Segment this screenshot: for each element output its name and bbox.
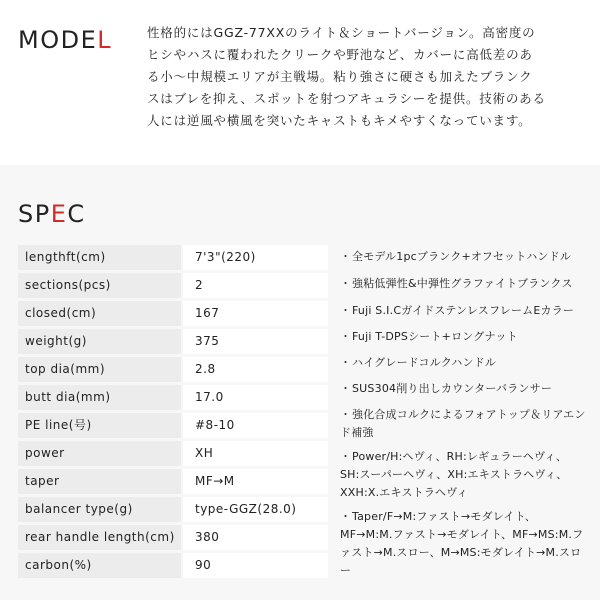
bullet-icon: ・ bbox=[340, 408, 352, 421]
spec-label: rear handle length(cm) bbox=[18, 525, 181, 550]
spec-row-weight bbox=[18, 329, 328, 354]
spec-row-butt-dia bbox=[18, 385, 328, 410]
spec-row-carbon bbox=[18, 553, 328, 578]
spec-label: butt dia(mm) bbox=[18, 385, 181, 410]
spec-value: 380 bbox=[183, 525, 328, 550]
spec-row-top-dia bbox=[18, 357, 328, 382]
spec-value: XH bbox=[183, 441, 328, 466]
spec-label: sections(pcs) bbox=[18, 273, 181, 298]
spec-table bbox=[18, 245, 328, 581]
spec-row-length bbox=[18, 245, 328, 270]
spec-value: type-GGZ(28.0) bbox=[183, 497, 328, 522]
model-description: 性格的にはGGZ-77XXのライト＆ショートバージョン。高密度の ヒシやハスに覆われたクリークや野池など、カバーに高低差のあ る小～中規模エリアが主戦場。粘り強さに硬さも加えたブランク スはブレを抑え、スポットを射つアキュラシーを提供。技術のある 人には逆風や横風を突いたキャストもキメやすくなっています。 bbox=[147, 25, 546, 128]
model-heading-text: MODE bbox=[18, 26, 98, 54]
feature-item bbox=[340, 275, 586, 293]
bullet-icon: ・ bbox=[340, 277, 352, 290]
bullet-icon: ・ bbox=[340, 250, 352, 263]
feature-text: 強化合成コルクによるフォアトップ＆リアエンド補強 bbox=[340, 408, 586, 439]
spec-value: 90 bbox=[183, 553, 328, 578]
spec-value: MF→M bbox=[183, 469, 328, 494]
spec-value: 17.0 bbox=[183, 385, 328, 410]
spec-row-power bbox=[18, 441, 328, 466]
spec-heading-text-pre: SP bbox=[18, 200, 51, 228]
feature-item bbox=[340, 248, 586, 266]
bullet-icon: ・ bbox=[340, 330, 352, 343]
spec-row-balancer bbox=[18, 497, 328, 522]
feature-item bbox=[340, 406, 586, 442]
feature-text: Taper/F→M:ファスト→モダレイト、MF→M:M.ファスト→モダレイト、MF→MS:M.ファスト→M.スロー、M→MS:モダレイト→M.スロー bbox=[340, 510, 584, 577]
feature-text: Fuji T-DPSシート+ロングナット bbox=[352, 330, 518, 343]
feature-item bbox=[340, 508, 586, 580]
feature-text: ハイグレードコルクハンドル bbox=[352, 356, 497, 369]
spec-row-closed bbox=[18, 301, 328, 326]
spec-heading-text-post: C bbox=[67, 200, 86, 228]
feature-item bbox=[340, 354, 586, 372]
spec-heading bbox=[18, 200, 86, 228]
spec-value: 2.8 bbox=[183, 357, 328, 382]
feature-text: 強粘低弾性&中弾性グラファイトブランクス bbox=[352, 277, 573, 290]
spec-row-sections bbox=[18, 273, 328, 298]
feature-item bbox=[340, 328, 586, 346]
spec-value: #8-10 bbox=[183, 413, 328, 438]
spec-row-taper bbox=[18, 469, 328, 494]
spec-label: closed(cm) bbox=[18, 301, 181, 326]
spec-label: taper bbox=[18, 469, 181, 494]
spec-row-rear-handle bbox=[18, 525, 328, 550]
bullet-icon: ・ bbox=[340, 510, 352, 523]
model-heading bbox=[18, 26, 112, 54]
feature-text: 全モデル1pcブランク+オフセットハンドル bbox=[352, 250, 572, 263]
spec-value: 7'3"(220) bbox=[183, 245, 328, 270]
spec-value: 167 bbox=[183, 301, 328, 326]
bullet-icon: ・ bbox=[340, 304, 352, 317]
feature-item bbox=[340, 302, 586, 320]
bullet-icon: ・ bbox=[340, 382, 352, 395]
spec-label: lengthft(cm) bbox=[18, 245, 181, 270]
spec-row-pe-line bbox=[18, 413, 328, 438]
spec-value: 375 bbox=[183, 329, 328, 354]
feature-item bbox=[340, 448, 586, 502]
feature-text: Power/H:ヘヴィ、RH:レギュラーヘヴィ、SH:スーパーヘヴィ、XH:エキストラヘヴィ、XXH:X.エキストラヘヴィ bbox=[340, 450, 568, 499]
bullet-icon: ・ bbox=[340, 356, 352, 369]
model-heading-accent: L bbox=[97, 26, 113, 54]
spec-label: power bbox=[18, 441, 181, 466]
feature-text: SUS304削り出しカウンターバランサー bbox=[352, 382, 553, 395]
spec-value: 2 bbox=[183, 273, 328, 298]
feature-item bbox=[340, 380, 586, 398]
spec-label: balancer type(g) bbox=[18, 497, 181, 522]
spec-label: top dia(mm) bbox=[18, 357, 181, 382]
spec-label: PE line(号) bbox=[18, 413, 181, 438]
feature-text: Fuji S.I.CガイドステンレスフレームEカラー bbox=[352, 304, 575, 317]
spec-label: weight(g) bbox=[18, 329, 181, 354]
spec-label: carbon(%) bbox=[18, 553, 181, 578]
bullet-icon: ・ bbox=[340, 450, 352, 463]
spec-heading-accent: E bbox=[50, 200, 68, 228]
